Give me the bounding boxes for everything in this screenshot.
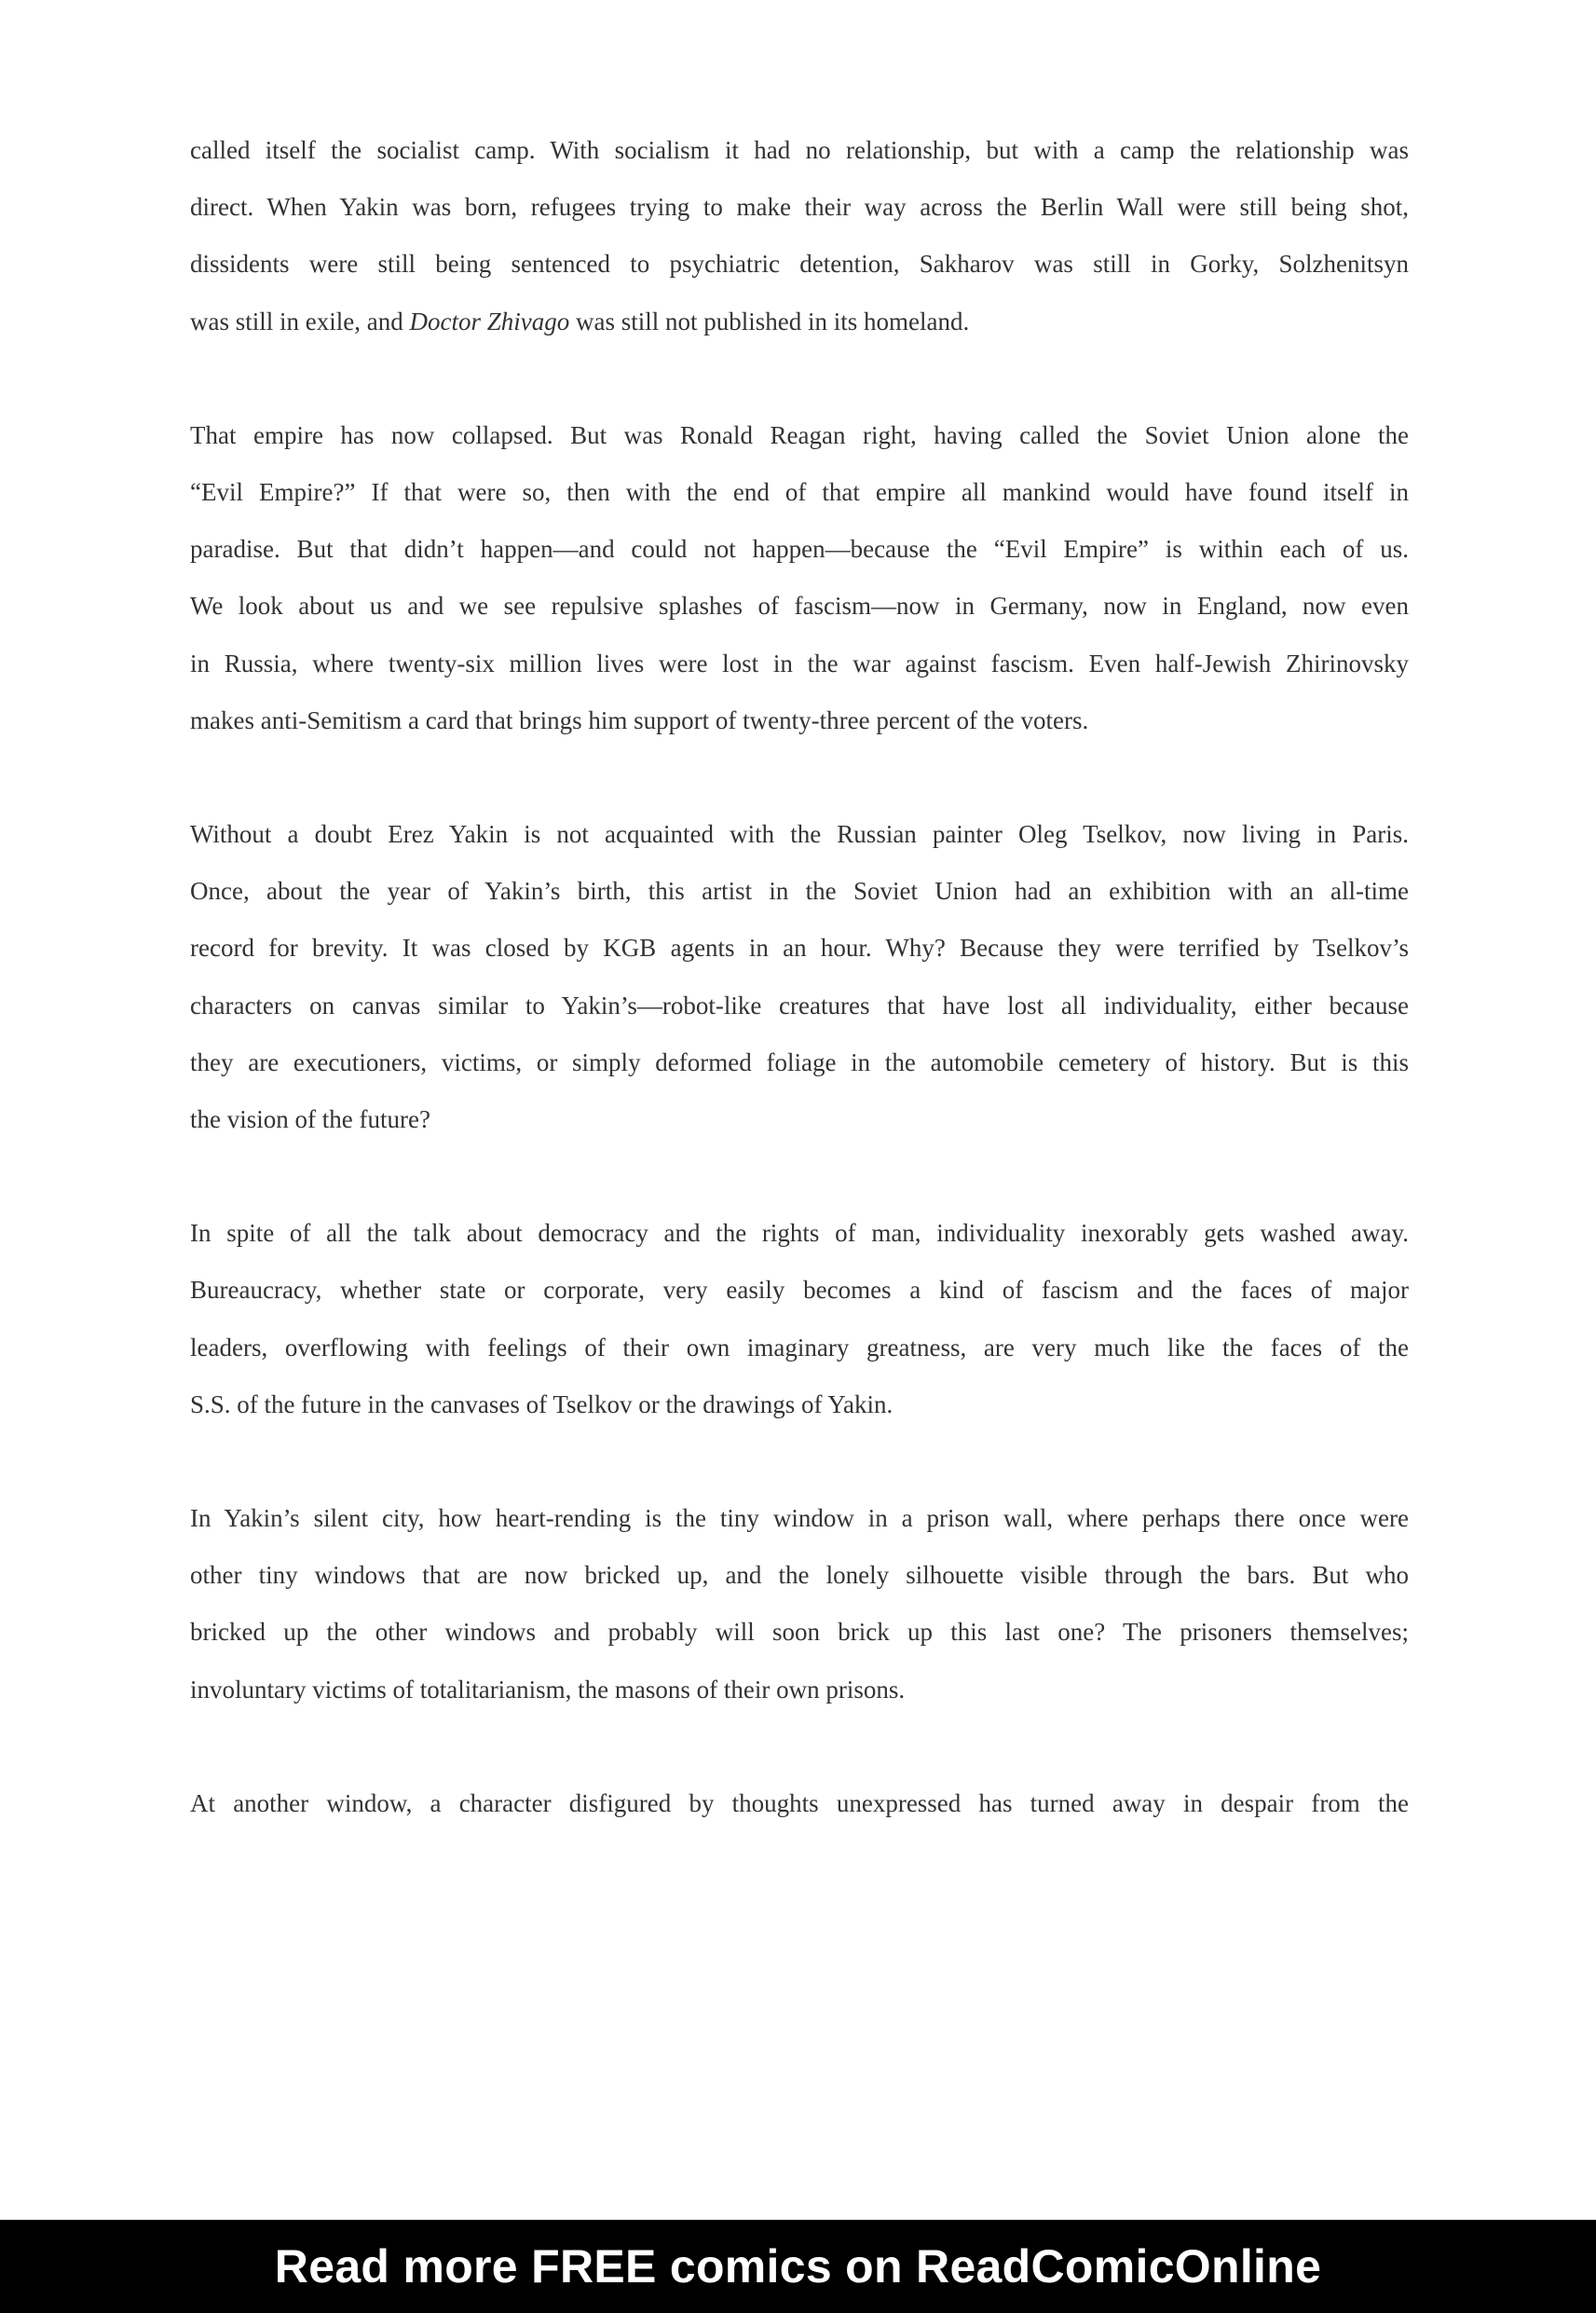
text-line: bricked up the other windows and probably will soon brick up this last one? The prisoners themselves; [190, 1618, 1409, 1647]
paragraph-2 [190, 407, 1409, 749]
text-line: involuntary victims of totalitarianism, the masons of their own prisons. [190, 1675, 906, 1704]
paragraph-5 [190, 1490, 1409, 1718]
text-line: record for brevity. It was closed by KGB agents in an hour. Why? Because they were terrified by Tselkov’s [190, 934, 1409, 963]
text-line: S.S. of the future in the canvases of Tselkov or the drawings of Yakin. [190, 1389, 893, 1418]
text-line: direct. When Yakin was born, refugees trying to make their way across the Berlin Wall were still being shot, [190, 193, 1409, 222]
text-line: the vision of the future? [190, 1105, 430, 1134]
text-fragment: was still in exile, and [190, 307, 410, 335]
text-line: makes anti-Semitism a card that brings him support of twenty-three percent of the voters. [190, 705, 1089, 734]
text-line: In spite of all the talk about democracy and the rights of man, individuality inexorably gets washed away. [190, 1219, 1409, 1248]
paragraph-3 [190, 806, 1409, 1148]
text-line: “Evil Empire?” If that were so, then with the end of that empire all mankind would have found itself in [190, 478, 1409, 507]
text-line: characters on canvas similar to Yakin’s—robot-like creatures that have lost all individuality, either because [190, 991, 1409, 1020]
body-text [190, 122, 1409, 1889]
text-line: At another window, a character disfigured by thoughts unexpressed has turned away in despair from the [190, 1788, 1409, 1817]
text-line [190, 294, 1409, 350]
text-line: Once, about the year of Yakin’s birth, this artist in the Soviet Union had an exhibition with an all-time [190, 877, 1409, 906]
text-line: dissidents were still being sentenced to psychiatric detention, Sakharov was still in Gorky, Solzhenitsyn [190, 250, 1409, 279]
promo-banner-link[interactable]: Read more FREE comics on ReadComicOnline [274, 2240, 1322, 2292]
text-line: Without a doubt Erez Yakin is not acquainted with the Russian painter Oleg Tselkov, now living in Paris. [190, 820, 1409, 849]
text-line: In Yakin’s silent city, how heart-rending is the tiny window in a prison wall, where perhaps there once were [190, 1504, 1409, 1533]
promo-banner[interactable] [0, 2220, 1596, 2313]
text-line: We look about us and we see repulsive splashes of fascism—now in Germany, now in England, now even [190, 592, 1409, 621]
text-line: in Russia, where twenty-six million lives were lost in the war against fascism. Even half-Jewish Zhirinovsky [190, 649, 1409, 677]
text-line: they are executioners, victims, or simply deformed foliage in the automobile cemetery of history. But is this [190, 1047, 1409, 1076]
paragraph-1 [190, 122, 1409, 350]
paragraph-6 [190, 1775, 1409, 1832]
text-line: Bureaucracy, whether state or corporate, very easily becomes a kind of fascism and the faces of major [190, 1276, 1409, 1305]
text-line: other tiny windows that are now bricked up, and the lonely silhouette visible through the bars. But who [190, 1561, 1409, 1590]
book-title-italic: Doctor Zhivago [409, 307, 570, 335]
text-fragment: was still not published in its homeland. [569, 307, 970, 335]
paragraph-4 [190, 1205, 1409, 1433]
text-line: That empire has now collapsed. But was Ronald Reagan right, having called the Soviet Union alone the [190, 420, 1409, 449]
text-line: leaders, overflowing with feelings of their own imaginary greatness, are very much like the faces of the [190, 1333, 1409, 1362]
text-line: called itself the socialist camp. With socialism it had no relationship, but with a camp the relationship was [190, 136, 1409, 164]
text-line: paradise. But that didn’t happen—and could not happen—because the “Evil Empire” is within each of us. [190, 535, 1409, 564]
